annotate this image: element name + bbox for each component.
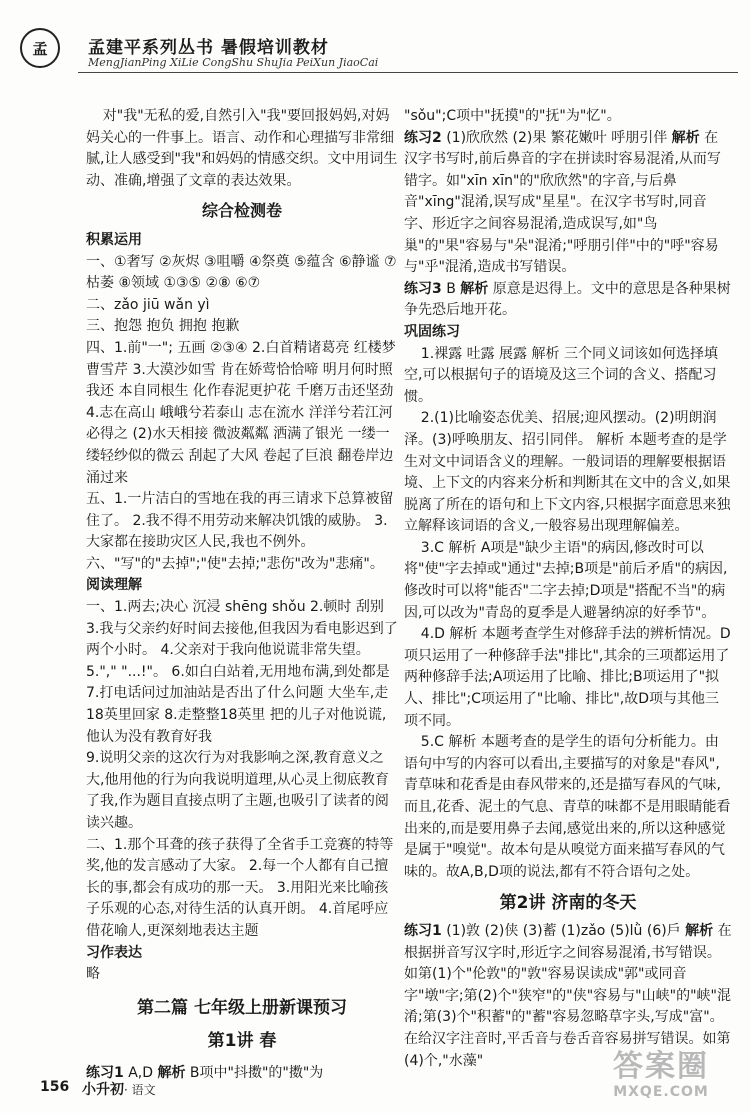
exercise-text: 原意是迟得上。文中的意思是各种果树争先恐后地开花。	[404, 280, 731, 319]
exercise-label: 练习1	[86, 1064, 124, 1081]
exercise-label: 练习3	[404, 280, 442, 297]
answer-q2: 二、zǎo jiū wǎn yì	[86, 296, 210, 313]
lesson-1-title: 第1讲 春	[207, 1031, 277, 1052]
header-divider	[78, 72, 738, 73]
subject-name: · 语文	[124, 1083, 156, 1097]
consolidate-3: 3.C 解析 A项是"缺少主语"的病因,修改时可以将"使"字去掉或"通过"去掉;B项是"前后矛盾"的病因,修改时可以将"能否"二字去掉;D项是"搭配不当"的病因,可以改为"青岛的夏季是人避暑纳凉的好季节"。	[404, 539, 728, 621]
subheading-xizuo: 习作表达	[86, 944, 142, 961]
intro-paragraph: 对"我"无私的爱,自然引入"我"要回报妈妈,对妈妈关心的一件事上。语言、动作和心理描写非常细腻,让人感受到"我"和妈妈的情感交织。文中用词生动、准确,增强了文章的表达效果。	[86, 108, 398, 189]
exercise-answer: A,D	[128, 1064, 154, 1081]
left-column	[86, 106, 398, 1085]
reading-1: 一、1.两去;决心 沉浸 shēng shǒu 2.顿时 刮别 3.我与父亲约好时间去接他,但我因为看电影迟到了两个小时。 4.父亲对于我向他说谎非常失望。 5."," "...!"。 6.如白白站着,无用地布满,到处都是 7.打电话问过加油站是否出了什么问题 大坐车,走18英里回家 8.走整整18英里 把的儿子对他说谎,他认为没有教育好我	[86, 599, 398, 745]
series-logo	[20, 28, 60, 68]
reading-9: 9.说明父亲的这次行为对我影响之深,教育意义之大,他用他的行为向我说明道理,从心灵上彻底教育了我,作为题目直接点明了主题,也吸引了读者的阅读兴趣。	[86, 750, 389, 831]
analysis-label: 解析	[460, 280, 489, 297]
analysis-label: 解析	[671, 129, 700, 146]
consolidate-5: 5.C 解析 本题考查的是学生的语句分析能力。由语句中写的内容可以看出,主要描写的对象是"春风",青草味和花香是由春风带来的,还是描写春风的气味,而且,花香、泥土的气息、青草的味都不是用眼睛能看出来的,而是要用鼻子去闻,感觉出来的,所以这种感觉是属于"嗅觉"。故本句是从嗅觉方面来描写春风的气味的。故A,B,D项的说法,都有不符合语句之处。	[404, 734, 731, 880]
continued-text: "sǒu";C项中"抚摸"的"抚"为"忆"。	[404, 108, 621, 124]
answer-q5: 五、1.一片洁白的雪地在我的再三请求下总算被留住了。 2.我不得不用劳动来解决饥饿的威胁。 3.大家都在接助灾区人民,我也不例外。	[86, 491, 394, 551]
reading-2: 二、1.那个耳聋的孩子获得了全省手工竞赛的特等奖,他的发言感动了大家。 2.每一个人都有自己擅长的事,都会有成功的那一天。 3.用阳光来比喻孩子乐观的心态,对待生活的认真开朗。 4.首尾呼应 借花喻人,更深刻地表达主题	[86, 836, 394, 939]
series-pinyin: MengJianPing XiLie CongShu ShuJia PeiXun JiaoCai	[88, 56, 379, 69]
writing-answer: 略	[86, 966, 100, 983]
subheading-jilei: 积累运用	[86, 231, 142, 248]
watermark-text: 答案圈	[613, 1049, 709, 1084]
right-column	[404, 106, 732, 1072]
footer-book-title	[82, 1079, 156, 1099]
answer-q1: 一、①奢写 ②灰烬 ③咀嚼 ④祭奠 ⑤蕴含 ⑥静谧 ⑦枯萎 ⑧领域 ①③⑤ ②⑧ ⑥⑦	[86, 253, 397, 292]
answer-q6: 六、"写"的"去掉";"使"去掉;"悲伤"改为"悲痛"。	[86, 555, 384, 572]
subheading-gonggu: 巩固练习	[404, 323, 460, 340]
lesson-2-title: 第2讲 济南的冬天	[499, 893, 637, 914]
exercise-answer: (1)敦 (2)侠 (3)蓄 (1)zǎo (5)lǜ (6)戶	[446, 922, 681, 939]
exercise-text: 在汉字书写时,前后鼻音的字在拼读时容易混淆,从而写错字。如"xīn xīn"的"欣欣然"的字音,与后鼻音"xīng"混淆,误写成"星星"。在汉字书写时,同音字、形近字之间容易混淆,造成误写,如"鸟巢"的"果"容易与"朵"混淆;"呼朋引伴"中的"呼"容易与"乎"混淆,造成书写错误。	[404, 129, 721, 276]
watermark-url: MXQE.COM	[613, 1084, 709, 1100]
logo-text: 孟	[32, 39, 48, 58]
section-title: 综合检测卷	[201, 201, 282, 221]
series-title: 孟建平系列丛书 暑假培训教材	[88, 38, 329, 58]
exercise-answer: B	[446, 280, 456, 297]
exercise-text: 在根据拼音写汉字时,形近字之间容易混淆,书写错误。如第(1)个"伦敦"的"敦"容易误读成"郭"或同音字"墩"字;第(2)个"狭窄"的"侠"容易与"山峡"的"峡"混淆;第(3)个"积蓄"的"蓄"容易忽略草字头,写成"富"。在给汉字注音时,平舌音与卷舌音容易拼写错误。如第(4)个,"水藻"	[404, 922, 732, 1069]
exercise-label: 练习1	[404, 922, 442, 939]
consolidate-2: 2.(1)比喻姿态优美、招展;迎风摆动。(2)明朗润泽。(3)呼唤朋友、招引同伴。 解析 本题考查的是学生对文中词语含义的理解。一般词语的理解要根据语境、上下文的内容来分析和判断其在文中的含义,如果脱离了所在的语句和上下文内容,只根据字面意思来独立解释该词语的含义,一般容易出现理解偏差。	[404, 410, 731, 535]
book-name: 小升初	[82, 1082, 124, 1098]
exercise-3	[404, 279, 732, 322]
page-number: 156	[40, 1079, 70, 1095]
exercise-answer: (1)欣欣然 (2)果 繁花嫩叶 呼朋引伴	[446, 129, 668, 146]
exercise-2	[404, 128, 732, 279]
analysis-label: 解析	[157, 1064, 186, 1081]
analysis-label: 解析	[685, 922, 714, 939]
consolidate-1: 1.裸露 吐露 展露 解析 三个同义词该如何选择填空,可以根据句子的语境及这三个词的含义、搭配习惯。	[404, 345, 718, 405]
exercise-text: B项中"抖擞"的"擞"为	[189, 1064, 324, 1081]
exercise-label: 练习2	[404, 129, 442, 146]
answer-q4: 四、1.前"一"; 五画 ②③④ 2.白首精诸葛亮 红楼梦 曹雪芹 3.大漠沙如雪 肯在娇莺恰恰啼 明月何时照我还 本自同根生 化作春泥更护花 千磨万击还坚劲 4.志在高山 峨峨兮若泰山 志在流水 洋洋兮若江河 必得之 (2)水天相接 微波粼粼 洒满了银光 一缕一缕轻纱似的微云 刮起了大风 卷起了巨浪 翻卷岸边涌过来	[86, 339, 396, 486]
answer-q3: 三、抱怨 抱负 拥抱 抱歉	[86, 318, 240, 335]
part-two-title: 第二篇 七年级上册新课预习	[137, 997, 347, 1018]
consolidate-4: 4.D 解析 本题考查学生对修辞手法的辨析情况。D项只运用了一种修辞手法"排比",其余的三项都运用了两种修辞手法;A项运用了比喻、排比;B项运用了"拟人、排比";C项运用了"比喻、排比",故D项与其他三项不同。	[404, 626, 731, 729]
watermark-logo	[586, 1050, 736, 1106]
subheading-yuedu: 阅读理解	[86, 577, 142, 594]
